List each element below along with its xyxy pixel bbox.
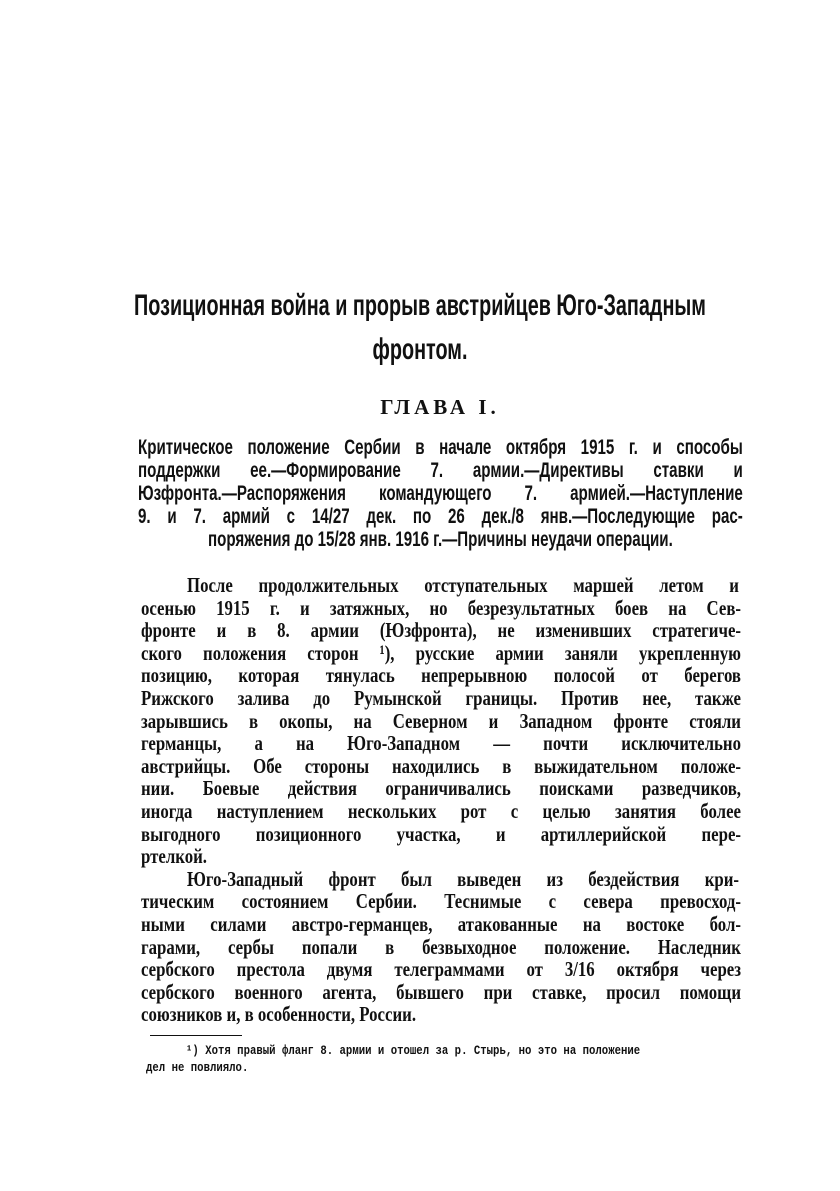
paragraph-1-line: Рижского залива до Румынской границы. Против нее, также <box>141 685 741 710</box>
title-line-2: фронтом. <box>372 333 468 366</box>
summary-line: Юзфронта.—Распоряжения командующего 7. армией.—Наступление <box>138 482 743 505</box>
paragraph-2-line: тическим состоянием Сербии. Теснимые с севера превосход- <box>141 889 741 914</box>
footnote-separator <box>150 1035 242 1036</box>
paragraph-1-line: позицию, которая тянулась непрерывною полосой от берегов <box>141 663 741 688</box>
title-line-1: Позиционная война и прорыв австрийцев Юго-Западным <box>134 289 706 322</box>
paragraph-1-line: нии. Боевые действия ограничивались поисками разведчиков, <box>141 776 741 801</box>
chapter-heading: ГЛАВА I. <box>380 395 500 419</box>
paragraph-2-line: гарами, сербы попали в безвыходное положение. Наследник <box>141 934 741 959</box>
paragraph-2-line: Юго-Западный фронт был выведен из бездействия кри- <box>187 866 739 891</box>
paragraph-2-line: сербского престола двумя телеграммами от 3/16 октября через <box>141 957 741 982</box>
footnote <box>146 1042 746 1076</box>
summary-line: Критическое положение Сербии в начале октября 1915 г. и способы <box>138 436 743 459</box>
paragraph-1-line: ского положения сторон ¹), русские армии заняли укрепленную <box>141 640 741 665</box>
paragraph-1-line: австрийцы. Обе стороны находились в выжидательном положе- <box>141 753 741 778</box>
summary-line: поряжения до 15/28 янв. 1916 г.—Причины неудачи операции. <box>208 528 673 551</box>
footnote-line: ¹) Хотя правый фланг 8. армии и отошел за р. Стырь, но это на положение <box>186 1043 641 1058</box>
paragraph-1-line: фронте и в 8. армии (Юзфронта), не изменивших стратегиче- <box>141 618 741 643</box>
paragraph-2-line: союзников и, в особенности, России. <box>141 1002 417 1027</box>
paragraph-1-line: зарывшись в окопы, на Северном и Западном фронте стояли <box>141 708 741 733</box>
paragraph-1-line: выгодного позиционного участка, и артиллерийской пере- <box>141 821 741 846</box>
page-title <box>123 284 717 372</box>
paragraph-1-line: иногда наступлением нескольких рот с целью занятия более <box>141 798 741 823</box>
footnote-line: дел не повлияло. <box>146 1060 249 1075</box>
paragraph-1-line: После продолжительных отступательных маршей летом и <box>187 573 739 597</box>
summary-line: поддержки ее.—Формирование 7. армии.—Директивы ставки и <box>138 459 743 482</box>
paragraph-1-line: германцы, а на Юго-Западном — почти исключительно <box>141 731 741 756</box>
summary-line: 9. и 7. армий с 14/27 дек. по 26 дек./8 янв.—Последующие рас- <box>138 505 743 528</box>
chapter-summary <box>138 436 742 551</box>
paragraph-2-line: ными силами австро-германцев, атакованные на востоке бол- <box>141 911 741 936</box>
body-text <box>141 574 741 1026</box>
paragraph-1-line: ртелкой. <box>141 844 207 869</box>
paragraph-1-line: осенью 1915 г. и затяжных, но безрезультатных боев на Сев- <box>141 595 741 620</box>
paragraph-2-line: сербского военного агента, бывшего при ставке, просил помощи <box>141 979 741 1004</box>
